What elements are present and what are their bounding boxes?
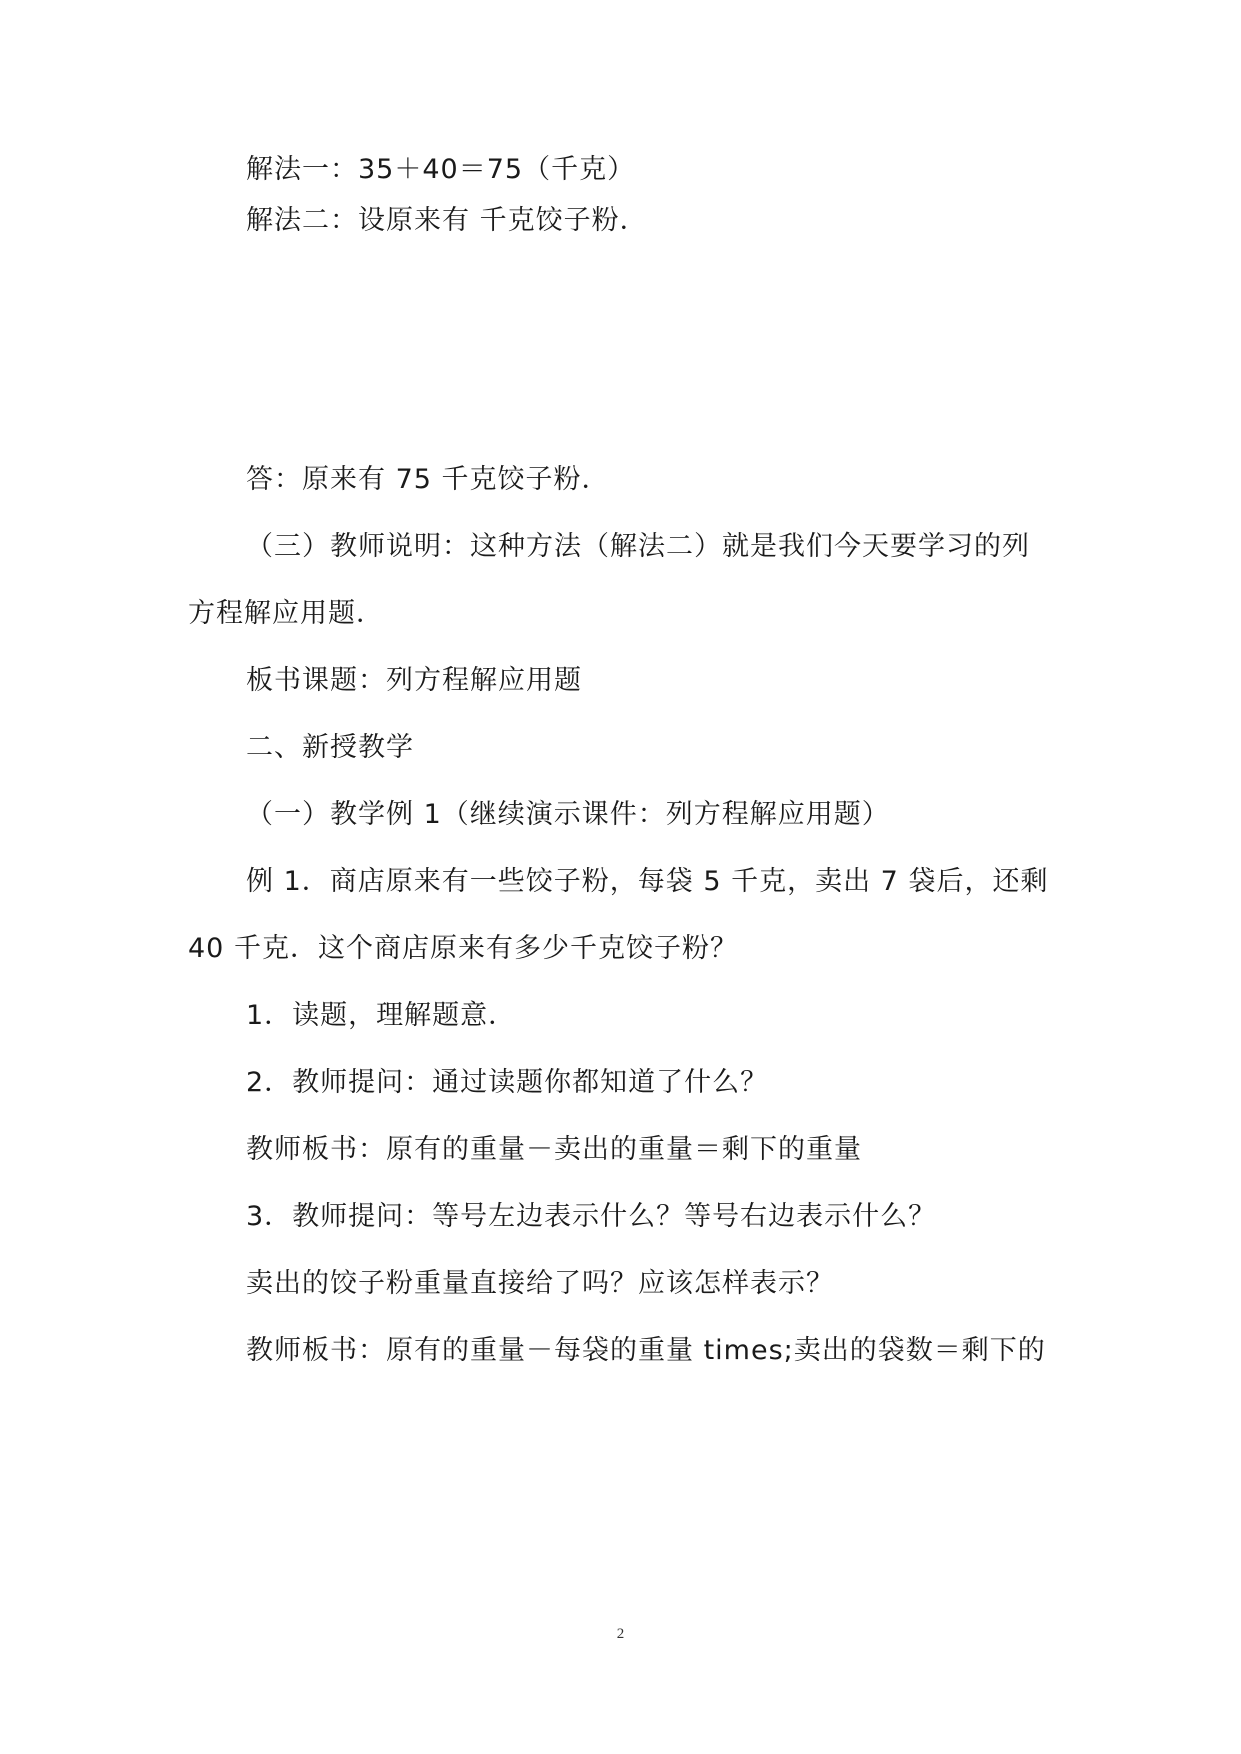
step-one: 1．读题，理解题意． (246, 1000, 517, 1031)
example-problem: 例 1．商店原来有一些饺子粉，每袋 5 千克，卖出 7 袋后，还剩 (246, 866, 1049, 897)
board-title: 板书课题：列方程解应用题 (246, 665, 582, 696)
example-problem-cont: 40 千克．这个商店原来有多少千克饺子粉？ (188, 933, 738, 964)
page-number: 2 (616, 1626, 625, 1642)
answer-line: 答：原来有 75 千克饺子粉． (246, 464, 610, 495)
example-intro: （一）教学例 1（继续演示课件：列方程解应用题） (246, 799, 890, 830)
teacher-explanation: （三）教师说明：这种方法（解法二）就是我们今天要学习的列 (246, 531, 1030, 562)
board-equation-detailed: 教师板书：原有的重量－每袋的重量 times;卖出的袋数＝剩下的 (246, 1335, 1046, 1366)
board-equation: 教师板书：原有的重量－卖出的重量＝剩下的重量 (246, 1134, 862, 1165)
question-line: 卖出的饺子粉重量直接给了吗？应该怎样表示？ (246, 1268, 834, 1299)
step-three: 3．教师提问：等号左边表示什么？等号右边表示什么？ (246, 1201, 937, 1232)
section-heading: 二、新授教学 (246, 732, 414, 763)
solution-two: 解法二：设原来有 千克饺子粉． (246, 205, 648, 236)
step-two: 2．教师提问：通过读题你都知道了什么？ (246, 1067, 769, 1098)
teacher-explanation-cont: 方程解应用题． (188, 598, 384, 629)
solution-one: 解法一：35＋40＝75（千克） (246, 154, 636, 185)
